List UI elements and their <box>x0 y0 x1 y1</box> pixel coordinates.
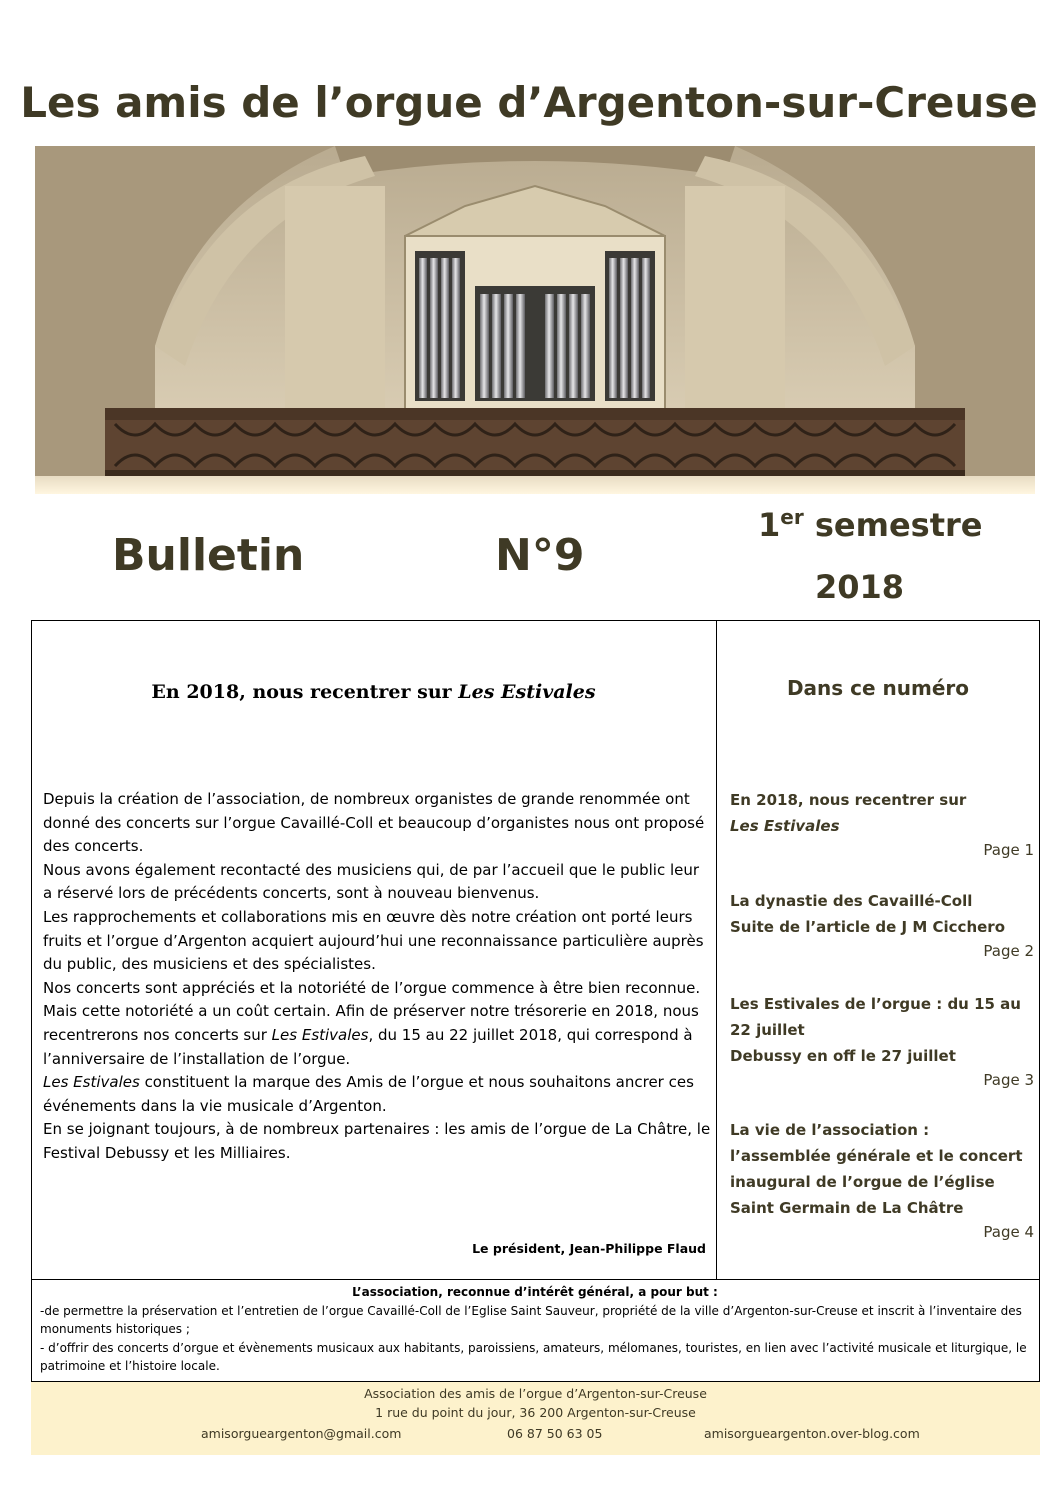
purpose-item: -de permettre la préservation et l’entretien de l’orgue Cavaillé-Coll de l’Eglise Saint Sauveur, propriété de la ville d’Argenton-sur-Creuse et inscrit à l’inventaire des monuments historiques ; <box>40 1303 1022 1337</box>
purpose-heading: L’association, reconnue d’intérêt général, a pour but : <box>352 1285 718 1299</box>
row-divider <box>31 1279 1040 1280</box>
footer-phone: 06 87 50 63 05 <box>507 1426 603 1441</box>
toc-page-number: Page 3 <box>983 1071 1034 1089</box>
footer-address: 1 rue du point du jour, 36 200 Argenton-sur-Creuse <box>375 1405 696 1420</box>
toc-entry-title: La vie de l’association : l’assemblée générale et le concert inaugural de l’orgue de l’église Saint Germain de La Châtre <box>730 1121 1023 1217</box>
editorial-paragraph: Depuis la création de l’association, de nombreux organistes de grande renommée ont donné des concerts sur l’orgue Cavaillé-Coll et beaucoup d’organistes nous ont proposé des concerts. <box>43 790 705 856</box>
toc-entry-page-3 <box>730 991 1034 1091</box>
masthead-year: 2018 <box>815 568 905 606</box>
editorial-paragraph: Les Estivales constituent la marque des Amis de l’orgue et nous souhaitons ancrer ces événements dans la vie musicale d’Argenton. <box>43 1073 694 1115</box>
editorial-body <box>43 788 711 1166</box>
editorial-title: En 2018, nous recentrer sur Les Estivales <box>151 681 596 703</box>
toc-entry-title: En 2018, nous recentrer sur Les Estivales <box>730 791 967 835</box>
editorial-paragraph: Mais cette notoriété a un coût certain. Afin de préserver notre trésorerie en 2018, nous recentrerons nos concerts sur Les Estivales, du 15 au 22 juillet 2018, qui correspond à l’anniversaire de l’installation de l’orgue. <box>43 1002 699 1068</box>
toc-entry-page-2 <box>730 888 1034 962</box>
masthead-semester: 1er semestre <box>758 505 983 544</box>
editorial-paragraph: Nous avons également recontacté des musiciens qui, de par l’accueil que le public leur a réservé lors de précédents concerts, sont à nouveau bienvenus. <box>43 860 700 903</box>
toc-page-number: Page 2 <box>983 942 1034 960</box>
association-purpose <box>40 1283 1030 1376</box>
toc-entry-title: Les Estivales de l’orgue : du 15 au 22 juillet Debussy en off le 27 juillet <box>730 995 1021 1065</box>
organ-photo <box>35 146 1035 494</box>
masthead-issue-number: N°9 <box>495 530 585 581</box>
toc-page-number: Page 4 <box>983 1223 1034 1241</box>
masthead-bulletin-label: Bulletin <box>112 530 305 581</box>
footer-website-link[interactable]: amisorgueargenton.over-blog.com <box>704 1426 920 1441</box>
toc-entry-title: La dynastie des Cavaillé-Coll Suite de l’article de J M Cicchero <box>730 892 1005 936</box>
column-divider <box>716 620 717 1279</box>
editorial-paragraph: Nos concerts sont appréciés et la notoriété de l’orgue commence à être bien reconnue. <box>43 978 701 997</box>
bulletin-header-title: Les amis de l’orgue d’Argenton-sur-Creuse <box>20 78 1038 127</box>
footer-email-link[interactable]: amisorgueargenton@gmail.com <box>201 1426 402 1441</box>
toc-entry-page-4 <box>730 1117 1034 1243</box>
editorial-paragraph: Les rapprochements et collaborations mis en œuvre dès notre création ont porté leurs fruits et l’orgue d’Argenton acquiert aujourd’hui une reconnaissance particulière auprès du public, des musiciens et des spécialistes. <box>43 907 704 974</box>
editorial-paragraph: En se joignant toujours, à de nombreux partenaires : les amis de l’orgue de La Châtre, le Festival Debussy et les Milliaires. <box>43 1120 711 1162</box>
toc-page-number: Page 1 <box>983 841 1034 859</box>
footer-association-name: Association des amis de l’orgue d’Argenton-sur-Creuse <box>364 1386 707 1401</box>
contact-footer <box>31 1381 1040 1455</box>
purpose-item: - d’offrir des concerts d’orgue et évènements musicaux aux habitants, paroissiens, amateurs, mélomanes, touristes, en lien avec l’activité musicale et liturgique, le patrimoine et l’histoire locale. <box>40 1340 1027 1374</box>
toc-entry-page-1 <box>730 787 1034 861</box>
editorial-signature: Le président, Jean-Philippe Flaud <box>472 1241 706 1256</box>
toc-heading: Dans ce numéro <box>786 676 970 700</box>
